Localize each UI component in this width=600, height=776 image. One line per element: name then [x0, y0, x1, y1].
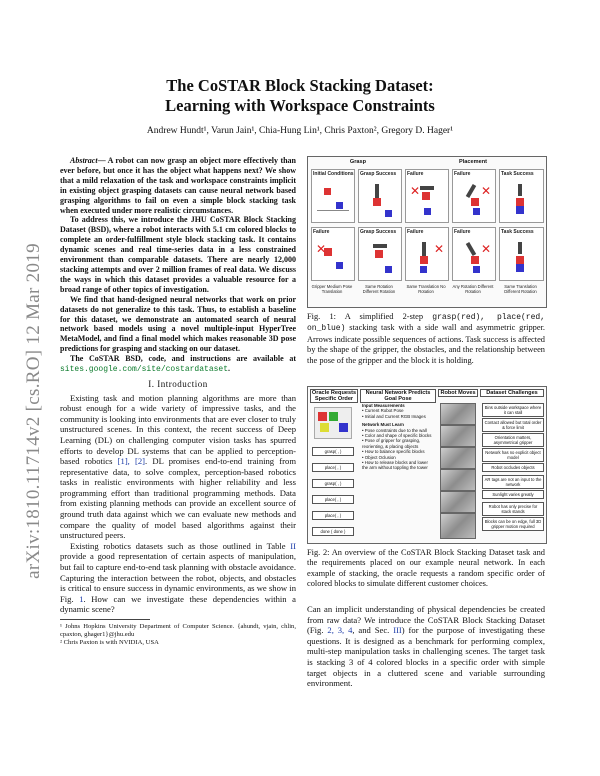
fig1-panel-label: Task Success	[501, 171, 534, 177]
abstract-p3: We find that hand-designed neural networks that work on prior datasets do not generalize to this task. Thus, to establish a baseline for this dataset, we demonstrate an automated search of neural network based models using a novel multiple-input HyperTree MetaModel, and find a final model which makes reasonable 3D pose predictions for grasping and stacking on our dataset.	[60, 294, 296, 354]
oracle-row: grasp( , )	[312, 479, 354, 488]
oracle-row: grasp( , )	[312, 447, 354, 456]
input-item: • Current Robot Pose	[362, 408, 404, 414]
robot-photo	[440, 447, 476, 469]
learn-item: • Pose constraints due to the wall	[362, 427, 427, 433]
green-block	[329, 412, 338, 421]
challenge-item: Network has no explicit object model	[482, 448, 544, 462]
figure-1	[307, 156, 547, 308]
challenge-item: Robot has only precise for stack stands	[482, 502, 544, 516]
blue-block	[424, 208, 431, 215]
intro-p2-text-c: . How can we investigate these dependencies within a dynamic scene?	[60, 593, 296, 615]
blue-block	[516, 264, 524, 272]
fig1-footer-label: Same Translation No Rotation	[406, 284, 446, 294]
learn-item: • How to balance specific blocks	[362, 449, 425, 455]
fig1-panel	[358, 169, 402, 223]
fig1-caption-text-c: stacking task with a side wall and asymmetric gripper. Arrows indicate possible sequences of actions. Task success is affected by the shape of the gripper, the obstacles, and the relationship between the pose of the gripper and the block it is holding.	[307, 323, 545, 365]
fail-x-icon: ✕	[481, 184, 492, 198]
citation-1-2[interactable]: [1], [2]	[117, 456, 146, 467]
left-column	[60, 156, 296, 647]
challenge-item: Contact allowed but total order & force limit	[482, 418, 544, 432]
paper-title	[70, 76, 530, 116]
wall-line	[317, 210, 349, 211]
learn-item: • How to release blocks and lower the arm without toppling the tower	[362, 460, 428, 471]
fig1-panel-label: Failure	[313, 229, 330, 235]
red-block	[373, 198, 381, 206]
robot-photo	[440, 425, 476, 447]
fail-x-icon: ✕	[410, 184, 421, 198]
fig1-placement-header: Placement	[459, 159, 487, 165]
fig1-panel	[499, 169, 544, 223]
table-ref-link[interactable]: II	[290, 540, 296, 551]
network-requirements	[362, 403, 432, 471]
fig1-panel	[452, 169, 496, 223]
sec-ref-link[interactable]: III	[393, 625, 402, 636]
blue-block	[385, 266, 392, 273]
fig1-panel-label: Failure	[407, 229, 424, 235]
oracle-row: place( , )	[312, 463, 354, 472]
intro-p2-text-b: provide a good representation of certain aspects of manipulation, but fail to capture end-to-end task planning with obstacle avoidance. Capturing the interaction between the robot, objects, and obstacles is critical to ensure success in dynamic environments, as we show in Fig.	[60, 551, 296, 604]
learn-item: • Pose of gripper for grasping, reorienting, & placing objects	[362, 438, 421, 449]
red-block	[420, 256, 428, 264]
figure-2	[307, 386, 547, 544]
oracle-row: done ( done )	[312, 527, 354, 536]
abstract-label: Abstract	[70, 156, 98, 165]
red-block	[516, 198, 524, 206]
blue-block	[336, 202, 343, 209]
fig1-panel	[452, 227, 496, 281]
arxiv-stamp: arXiv:1810.11714v2 [cs.RO] 12 Mar 2019	[23, 243, 44, 579]
abstract-p2: To address this, we introduce the JHU CoSTAR Block Stacking Dataset (BSD), where a robot interacts with 5.1 cm colored blocks to complete an order-fulfillment style block stacking task. It contains dynamic scenes and real time-series data in a less constrained environment than comparable datasets. There are nearly 12,000 stacking attempts and over 2 million frames of real data. We discuss the ways in which this dataset provides a valuable resource for a broad range of other topics of investigation.	[60, 215, 296, 294]
challenge-item: Orientation matters, asymmetrical gripper	[482, 433, 544, 447]
fig1-panel	[405, 227, 449, 281]
challenge-item: AR tags are not an input to the network	[482, 475, 544, 489]
red-block	[375, 250, 383, 258]
blue-block	[385, 210, 392, 217]
intro-paragraph-2	[60, 541, 296, 615]
challenge-item: Blocks can be on edge, full 3D gripper motion required	[482, 517, 544, 531]
learn-title: Network Must Learn	[362, 422, 404, 428]
dataset-url-link[interactable]: sites.google.com/site/costardataset	[60, 365, 229, 375]
red-block	[516, 256, 524, 264]
right-p1-text-c: ) for the purpose of investigating these questions. It is designed as a benchmark for performing complex, multi-step manipulation tasks in challenging scenes. The target task is stacking 3 of 4 colored blocks in a specific order with simple target objects in a cluttered scene and variable surrounding environment.	[307, 625, 545, 689]
robot-photo	[440, 513, 476, 539]
gripper-shape	[518, 242, 522, 254]
fail-x-icon: ✕	[481, 242, 492, 256]
red-block	[422, 192, 430, 200]
fig1-panel	[499, 227, 544, 281]
oracle-row: place( , )	[312, 495, 354, 504]
input-item: • Initial and Current RGB Images	[362, 413, 426, 419]
red-block	[318, 412, 327, 421]
fig1-panel	[405, 169, 449, 223]
title-line-1: The CoSTAR Block Stacking Dataset:	[166, 76, 434, 95]
gripper-shape	[466, 184, 476, 198]
right-p1-text-b: , and Sec.	[352, 625, 390, 636]
fig1-panel	[311, 169, 355, 223]
oracle-row: place( , )	[312, 511, 354, 520]
red-block	[471, 256, 479, 264]
fig1-footer-label: Gripper Medium Pose Translation	[311, 284, 353, 294]
fig1-panel-label: Grasp Success	[360, 171, 397, 177]
section-heading-introduction: I. Introduction	[148, 378, 208, 389]
challenge-item: Robot occludes objects	[482, 463, 544, 472]
author-list: Andrew Hundt¹, Varun Jain¹, Chia-Hung Lin¹, Chris Paxton², Gregory D. Hager¹	[146, 126, 454, 136]
blue-block	[336, 262, 343, 269]
blue-block	[420, 266, 427, 273]
abstract	[60, 156, 296, 375]
fig1-footer-label: Same Translation Different Rotation	[504, 284, 537, 294]
fig1-footer-label: Same Rotation Different Rotation	[362, 284, 396, 294]
right-column-text	[307, 604, 545, 689]
gripper-shape	[375, 184, 379, 198]
fig1-panel-label: Failure	[454, 229, 471, 235]
red-block	[471, 198, 479, 206]
title-line-2: Learning with Workspace Constraints	[165, 96, 435, 115]
fig2-col-challenges: Dataset Challenges	[480, 389, 544, 397]
challenge-item: Bins outside workspace where it can stall	[482, 403, 544, 417]
fig1-footer-label: Any Rotation Different Rotation	[452, 284, 494, 294]
figure-1-caption	[307, 312, 545, 366]
intro-p1-text: Existing task and motion planning algorithms are more than robust enough for a wide variety of impressive tasks, and the community is looking into environments that are ever closer to truly unstructured scenes. In this context, the recent success of Deep Learning (DL) on challenging computer vision tasks has spurred efforts to develop DL systems that can be applied to perception-based robotics	[60, 392, 296, 467]
fig1-caption-text-a: Fig. 1: A simplified 2-step	[307, 312, 424, 321]
oracle-blocks-illustration	[314, 407, 352, 439]
gripper-shape	[466, 242, 476, 256]
abstract-p4-pre: The CoSTAR BSD, code, and instructions are available at	[70, 354, 296, 364]
intro-p2-text: Existing robotics datasets such as those outlined in Table	[70, 540, 286, 551]
robot-photo	[440, 491, 476, 513]
inputs-title: Input Measurements	[362, 403, 405, 408]
fig1-caption-code: grasp(red), place(red, on_blue)	[307, 313, 545, 334]
challenge-item: Sunlight varies greatly	[482, 490, 544, 499]
gripper-shape	[373, 244, 387, 248]
fig2-col-robot: Robot Moves	[438, 389, 478, 397]
fig1-panel	[358, 227, 402, 281]
fig-ref-link[interactable]: 1	[79, 593, 84, 604]
blue-block	[339, 423, 348, 432]
fig1-panel-label: Task Success	[501, 229, 534, 235]
robot-photo	[440, 469, 476, 491]
learn-item: • Color and shape of specific blocks	[362, 433, 432, 439]
intro-paragraph-1	[60, 393, 296, 541]
fig1-panel	[311, 227, 355, 281]
fig1-grasp-header: Grasp	[349, 159, 367, 165]
fig1-panel-label: Grasp Success	[360, 229, 397, 235]
robot-photo	[440, 403, 476, 425]
fig1-panel-label: Failure	[407, 171, 424, 177]
abstract-p1: — A robot can now grasp an object more effectively than ever before, but once it has the object what happens next? We show that a mild relaxation of the task and workspace constraints implicit in existing object grasping datasets can cause neural network based grasping algorithms to fail on even a simple block stacking task when executed under more realistic circumstances.	[60, 156, 296, 215]
intro-p1-text-b: . DL promises end-to-end training from representative data, to solve complex, perception-based robotics tasks in realistic environments with higher reliability and less programming effort than traditional programming methods. Data from existing planning methods can provide an excellent source of ground truth data against which we can evaluate new methods and compare the quality of model based algorithms against their unstructured peers.	[60, 456, 296, 541]
yellow-block	[320, 423, 329, 432]
blue-block	[516, 206, 524, 214]
fail-x-icon: ✕	[316, 242, 327, 256]
red-block	[324, 188, 331, 195]
footnote-2: ² Chris Paxton is with NVIDIA, USA	[60, 639, 159, 646]
fig2-col-oracle: Oracle Requests Specific Order	[311, 390, 357, 402]
right-p1-text: Can an implicit understanding of physical dependencies be created from raw data? We introduce the CoSTAR Block Stacking Dataset (Fig.	[307, 604, 545, 636]
footnote-rule	[60, 619, 150, 620]
learn-item: • Object Oclusion	[362, 454, 396, 460]
gripper-shape	[420, 186, 434, 190]
gripper-shape	[518, 184, 522, 196]
gripper-shape	[422, 242, 426, 256]
fig1-panel-label: Initial Conditions	[313, 171, 354, 177]
figure-2-caption: Fig. 2: An overview of the CoSTAR Block Stacking Dataset task and the requirements placed on our example neural network. In each example of stacking, the oracle requests a random specific order of colored blocks to simulate different customer choices.	[307, 548, 545, 589]
abstract-p4-post: .	[228, 364, 231, 374]
footnote-1: ¹ Johns Hopkins University Department of Computer Science. {ahundt, vjain, chlin, cpaxton, ghager1}@jhu.edu	[60, 623, 296, 638]
blue-block	[473, 208, 480, 215]
fig-refs-link[interactable]: 2, 3, 4	[327, 625, 353, 636]
fail-x-icon: ✕	[434, 242, 445, 256]
fig1-panel-label: Failure	[454, 171, 471, 177]
fig2-col-network: Neural Network Predicts Goal Pose	[360, 389, 436, 403]
blue-block	[473, 266, 480, 273]
